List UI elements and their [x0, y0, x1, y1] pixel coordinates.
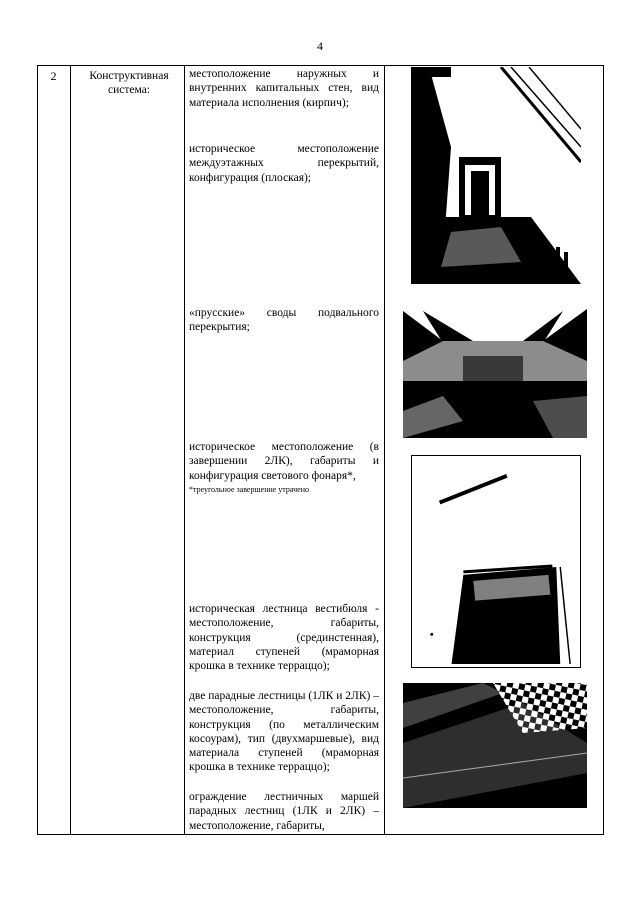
page-number: 4	[317, 39, 323, 53]
item-skylight	[189, 440, 379, 495]
item-skylight-note: *треугольное завершение утрачено	[189, 484, 309, 494]
item-vaults: «прусские» своды подвального перекрытия;	[189, 307, 379, 334]
photo-skylight	[411, 455, 581, 668]
item-main-stairs: две парадные лестницы (1ЛК и 2ЛК) – местоположение, габариты, конструкция (по металлическим косоурам), тип (двухмаршевые), вид материала ступеней (мраморная крошка в технике терраццо);	[189, 690, 379, 774]
photo-corridor	[411, 67, 581, 284]
photo-vaults	[403, 301, 587, 438]
row-label: Конструктивная система:	[89, 70, 169, 96]
column-divider-3	[384, 65, 385, 835]
column-divider-1	[70, 65, 71, 835]
item-skylight-text: историческое местоположение (в завершении 2ЛК), габариты и конфигурация светового фонаря*,	[189, 441, 379, 482]
column-divider-2	[184, 65, 185, 835]
item-railings: ограждение лестничных маршей парадных лестниц (1ЛК и 2ЛК) – местоположение, габариты,	[189, 791, 379, 832]
item-vestibule-stair: историческая лестница вестибюля - местоположение, габариты, конструкция (срединстенная), материал ступеней (мраморная крошка в технике терраццо);	[189, 603, 379, 673]
item-floors: историческое местоположение междуэтажных перекрытий, конфигурация (плоская);	[189, 143, 379, 184]
photo-staircase	[403, 683, 587, 808]
row-number: 2	[50, 69, 57, 83]
item-walls: местоположение наружных и внутренних капитальных стен, вид материала исполнения (кирпич);	[189, 68, 379, 109]
